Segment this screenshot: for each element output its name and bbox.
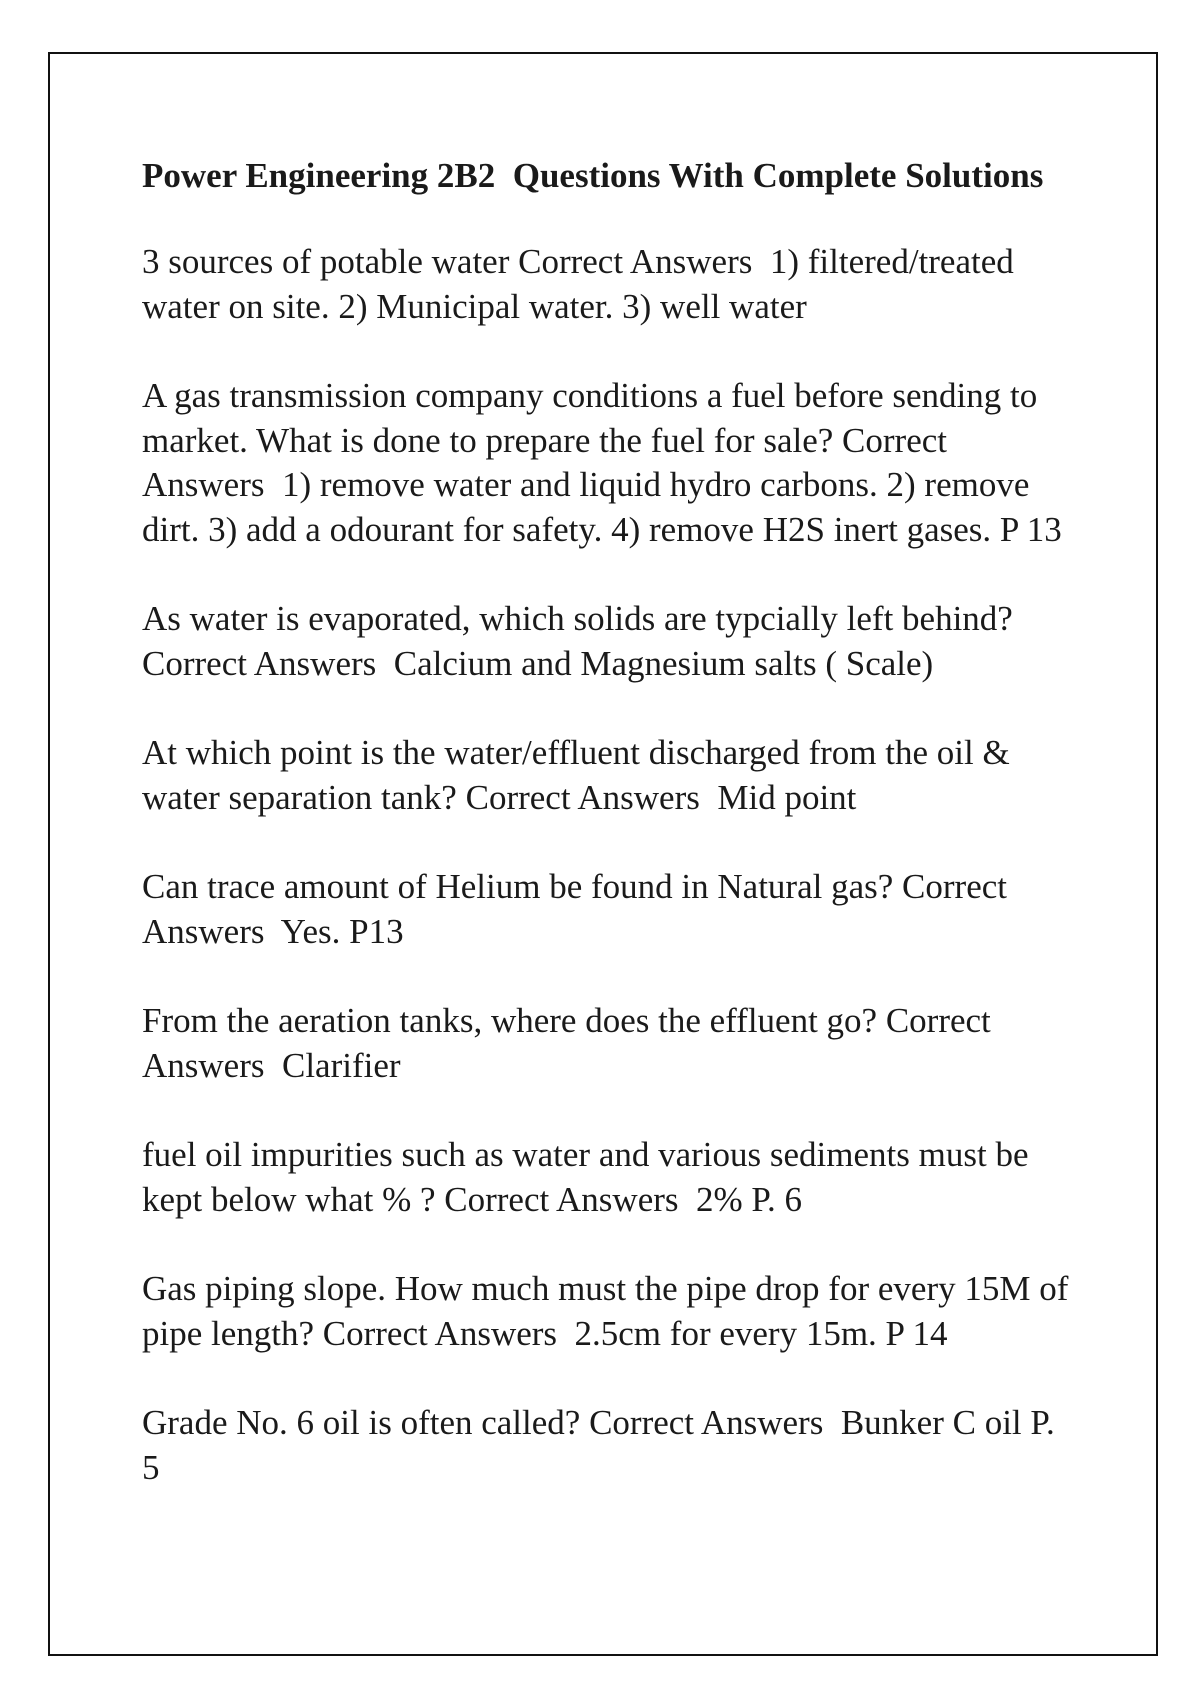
qa-item: At which point is the water/effluent discharged from the oil & water separation tank? Correct Answers Mid point: [142, 733, 1019, 817]
qa-item: As water is evaporated, which solids are typcially left behind? Correct Answers Calcium and Magnesium salts ( Scale): [142, 599, 1022, 683]
qa-item: Can trace amount of Helium be found in Natural gas? Correct Answers Yes. P13: [142, 867, 1014, 951]
qa-item: Gas piping slope. How much must the pipe drop for every 15M of pipe length? Correct Answers 2.5cm for every 15m. P 14: [142, 1269, 1078, 1353]
qa-item: From the aeration tanks, where does the effluent go? Correct Answers Clarifier: [142, 1001, 998, 1085]
document-body: [142, 154, 1078, 1535]
qa-item: fuel oil impurities such as water and various sediments must be kept below what % ? Correct Answers 2% P. 6: [142, 1135, 1038, 1219]
document-title: Power Engineering 2B2 Questions With Complete Solutions: [142, 156, 1044, 195]
qa-item: A gas transmission company conditions a fuel before sending to market. What is done to prepare the fuel for sale? Correct Answers 1) remove water and liquid hydro carbons. 2) remove dirt. 3) add a odourant for safety. 4) remove H2S inert gases. P 13: [142, 376, 1062, 549]
qa-item: 3 sources of potable water Correct Answers 1) filtered/treated water on site. 2) Municipal water. 3) well water: [142, 242, 1023, 326]
qa-item: Grade No. 6 oil is often called? Correct Answers Bunker C oil P. 5: [142, 1403, 1064, 1487]
